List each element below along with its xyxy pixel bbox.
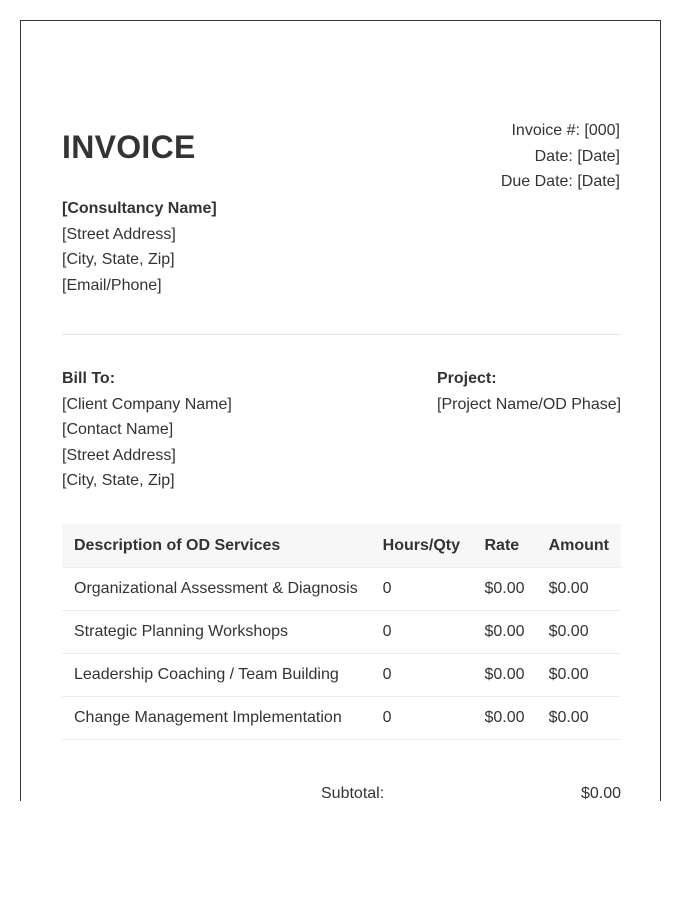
row-description: Organizational Assessment & Diagnosis <box>62 568 371 611</box>
client-company: [Client Company Name] <box>62 395 232 413</box>
project-name: [Project Name/OD Phase] <box>437 395 622 413</box>
invoice-title: INVOICE <box>62 129 196 165</box>
row-description: Strategic Planning Workshops <box>62 611 371 654</box>
bill-to-label: Bill To: <box>62 370 116 387</box>
row-hours: 0 <box>371 654 473 697</box>
invoice-meta <box>501 118 620 195</box>
table-header-row <box>62 524 621 568</box>
header-description: Description of OD Services <box>62 524 371 568</box>
consultancy-name: [Consultancy Name] <box>62 200 217 217</box>
row-hours: 0 <box>371 568 473 611</box>
row-description: Leadership Coaching / Team Building <box>62 654 371 697</box>
row-rate: $0.00 <box>473 611 537 654</box>
subtotal-value: $0.00 <box>580 785 621 801</box>
row-amount: $0.00 <box>537 654 621 697</box>
row-rate: $0.00 <box>473 697 537 740</box>
table-row <box>62 611 621 654</box>
bill-to-block <box>62 366 232 494</box>
divider <box>62 334 621 335</box>
row-hours: 0 <box>371 611 473 654</box>
row-amount: $0.00 <box>537 568 621 611</box>
invoice-date: Date: [Date] <box>534 147 620 165</box>
client-city: [City, State, Zip] <box>62 472 175 489</box>
table-row <box>62 568 621 611</box>
invoice-due-date: Due Date: [Date] <box>500 173 620 190</box>
row-rate: $0.00 <box>473 568 537 611</box>
header-rate: Rate <box>473 524 537 568</box>
invoice-page <box>20 20 661 801</box>
table-row <box>62 654 621 697</box>
subtotal-label: Subtotal: <box>321 785 385 801</box>
row-amount: $0.00 <box>537 611 621 654</box>
services-table <box>62 524 621 740</box>
client-contact: [Contact Name] <box>62 421 174 438</box>
header-hours: Hours/Qty <box>371 524 473 568</box>
row-amount: $0.00 <box>537 697 621 740</box>
invoice-number: Invoice #: [000] <box>511 122 620 139</box>
sender-city: [City, State, Zip] <box>62 251 175 268</box>
row-description: Change Management Implementation <box>62 697 371 740</box>
project-label: Project: <box>437 370 497 387</box>
header-amount: Amount <box>537 524 621 568</box>
sender-block <box>62 196 217 298</box>
row-hours: 0 <box>371 697 473 740</box>
table-row <box>62 697 621 740</box>
project-block <box>437 366 621 417</box>
row-rate: $0.00 <box>473 654 537 697</box>
sender-contact: [Email/Phone] <box>62 276 162 294</box>
sender-street: [Street Address] <box>62 225 176 243</box>
client-street: [Street Address] <box>62 446 176 464</box>
